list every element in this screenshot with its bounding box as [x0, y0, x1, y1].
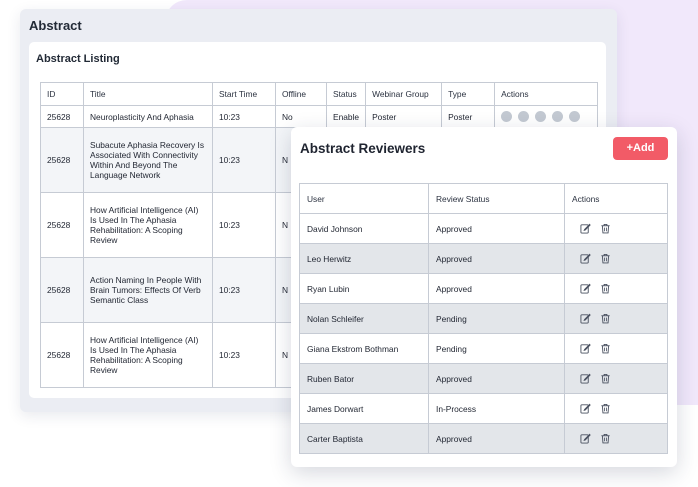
- cell-start-time: 10:23: [213, 258, 276, 323]
- action-dot-icon[interactable]: [569, 111, 580, 122]
- abstract-reviewers-modal: [291, 127, 677, 467]
- add-reviewer-button[interactable]: +Add: [613, 137, 668, 160]
- column-header-actions: Actions: [565, 184, 668, 214]
- column-header-review-status: Review Status: [429, 184, 565, 214]
- action-dot-icon[interactable]: [535, 111, 546, 122]
- cell-start-time: 10:23: [213, 193, 276, 258]
- action-dot-icon[interactable]: [552, 111, 563, 122]
- cell-title: Neuroplasticity And Aphasia: [84, 106, 213, 128]
- cell-offline: No: [276, 106, 327, 128]
- page-title: Abstract: [29, 18, 82, 33]
- cell-user: Leo Herwitz: [300, 244, 429, 274]
- cell-user: James Dorwart: [300, 394, 429, 424]
- table-row[interactable]: [300, 274, 668, 304]
- cell-review-status: In-Process: [429, 394, 565, 424]
- table-row[interactable]: [300, 394, 668, 424]
- cell-id: 25628: [41, 128, 84, 193]
- trash-icon[interactable]: [600, 313, 611, 324]
- reviewers-table-header: [300, 184, 668, 214]
- cell-actions: [495, 106, 598, 128]
- modal-title: Abstract Reviewers: [300, 141, 426, 156]
- table-row[interactable]: [41, 106, 598, 128]
- cell-actions: [565, 394, 668, 424]
- cell-user: Giana Ekstrom Bothman: [300, 334, 429, 364]
- cell-review-status: Pending: [429, 304, 565, 334]
- cell-review-status: Approved: [429, 424, 565, 454]
- trash-icon[interactable]: [600, 283, 611, 294]
- table-row[interactable]: [300, 424, 668, 454]
- edit-icon[interactable]: [580, 253, 591, 264]
- cell-start-time: 10:23: [213, 128, 276, 193]
- cell-user: Ryan Lubin: [300, 274, 429, 304]
- cell-offline: N: [276, 258, 327, 323]
- cell-title: Subacute Aphasia Recovery Is Associated With Connectivity Within And Beyond The Language Network: [84, 128, 213, 193]
- trash-icon[interactable]: [600, 253, 611, 264]
- table-row[interactable]: [300, 334, 668, 364]
- column-header-actions: Actions: [495, 83, 598, 106]
- cell-actions: [565, 364, 668, 394]
- edit-icon[interactable]: [580, 373, 591, 384]
- cell-actions: [565, 304, 668, 334]
- table-row[interactable]: [300, 364, 668, 394]
- cell-review-status: Pending: [429, 334, 565, 364]
- trash-icon[interactable]: [600, 373, 611, 384]
- cell-offline: N: [276, 128, 327, 193]
- table-row[interactable]: [300, 304, 668, 334]
- column-header-id: ID: [41, 83, 84, 106]
- cell-actions: [565, 334, 668, 364]
- column-header-user: User: [300, 184, 429, 214]
- cell-type: Poster: [442, 106, 495, 128]
- cell-user: David Johnson: [300, 214, 429, 244]
- cell-title: How Artificial Intelligence (AI) Is Used In The Aphasia Rehabilitation: A Scoping Review: [84, 193, 213, 258]
- cell-offline: N: [276, 193, 327, 258]
- cell-webinar-group: Poster: [366, 106, 442, 128]
- cell-actions: [565, 424, 668, 454]
- column-header-webinar-group: Webinar Group: [366, 83, 442, 106]
- abstract-table-header: [41, 83, 598, 106]
- cell-review-status: Approved: [429, 244, 565, 274]
- trash-icon[interactable]: [600, 343, 611, 354]
- cell-review-status: Approved: [429, 214, 565, 244]
- listing-title: Abstract Listing: [36, 53, 120, 65]
- cell-title: How Artificial Intelligence (AI) Is Used In The Aphasia Rehabilitation: A Scoping Review: [84, 323, 213, 388]
- cell-offline: N: [276, 323, 327, 388]
- table-row[interactable]: [300, 214, 668, 244]
- cell-review-status: Approved: [429, 274, 565, 304]
- reviewers-table: [299, 183, 668, 454]
- column-header-type: Type: [442, 83, 495, 106]
- cell-user: Carter Baptista: [300, 424, 429, 454]
- column-header-status: Status: [327, 83, 366, 106]
- cell-user: Ruben Bator: [300, 364, 429, 394]
- column-header-title: Title: [84, 83, 213, 106]
- cell-id: 25628: [41, 258, 84, 323]
- cell-id: 25628: [41, 106, 84, 128]
- edit-icon[interactable]: [580, 403, 591, 414]
- cell-user: Nolan Schleifer: [300, 304, 429, 334]
- table-row[interactable]: [300, 244, 668, 274]
- action-dot-icon[interactable]: [501, 111, 512, 122]
- cell-actions: [565, 214, 668, 244]
- cell-id: 25628: [41, 193, 84, 258]
- action-dot-icon[interactable]: [518, 111, 529, 122]
- cell-start-time: 10:23: [213, 106, 276, 128]
- cell-start-time: 10:23: [213, 323, 276, 388]
- cell-actions: [565, 244, 668, 274]
- trash-icon[interactable]: [600, 403, 611, 414]
- trash-icon[interactable]: [600, 223, 611, 234]
- column-header-offline: Offline: [276, 83, 327, 106]
- trash-icon[interactable]: [600, 433, 611, 444]
- cell-status: Enable: [327, 106, 366, 128]
- cell-actions: [565, 274, 668, 304]
- cell-review-status: Approved: [429, 364, 565, 394]
- column-header-start-time: Start Time: [213, 83, 276, 106]
- edit-icon[interactable]: [580, 283, 591, 294]
- cell-title: Action Naming In People With Brain Tumors: Effects Of Verb Semantic Class: [84, 258, 213, 323]
- cell-id: 25628: [41, 323, 84, 388]
- edit-icon[interactable]: [580, 223, 591, 234]
- edit-icon[interactable]: [580, 433, 591, 444]
- edit-icon[interactable]: [580, 313, 591, 324]
- edit-icon[interactable]: [580, 343, 591, 354]
